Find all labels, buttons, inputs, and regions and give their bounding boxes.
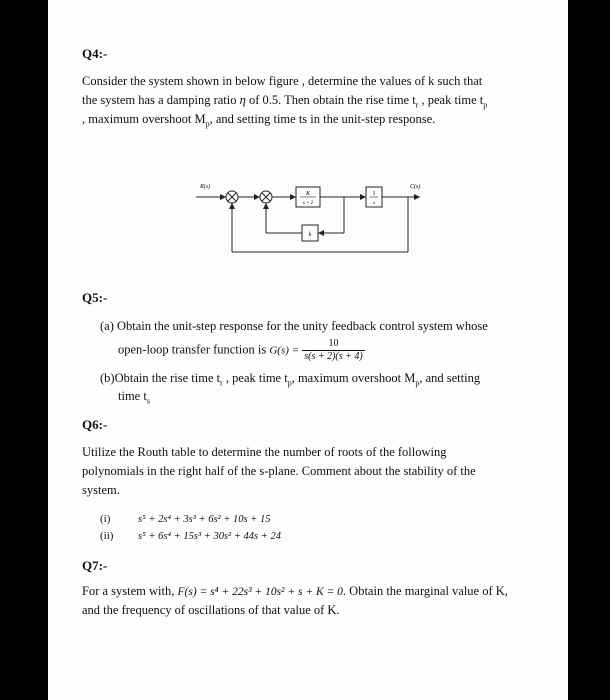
block-diagram (48, 0, 568, 270)
document-page (48, 0, 568, 700)
q6-line-2: polynomials in the right half of the s-plane. Comment about the stability of the (82, 464, 476, 478)
q7-heading: Q7:- (82, 558, 108, 573)
block2-denominator: s (373, 201, 375, 206)
block1-denominator: s + 2 (302, 201, 314, 206)
q6-item-1-polynomial: s⁵ + 2s⁴ + 3s³ + 6s² + 10s + 15 (138, 514, 271, 525)
q5-b-line-2: time $t_s$ (118, 389, 150, 406)
q6-heading: Q6:- (82, 417, 108, 432)
q6-line-3: system. (82, 483, 120, 497)
arrow-head (360, 194, 366, 200)
q5-heading: Q5:- (82, 290, 108, 305)
arrow-head (414, 194, 420, 200)
block2-numerator: 1 (372, 191, 376, 197)
arrow-head (318, 230, 324, 236)
q4-line-1: Consider the system shown in below figure , determine the values of k such that (82, 74, 483, 88)
q6-item-2-label: (ii) (100, 530, 114, 542)
q5-a-line-2: open-loop transfer function is G(s) = $\frac{10}{s(s + 2)(s + 4)}$ (118, 338, 363, 362)
block1-numerator: K (305, 191, 311, 197)
output-label: C(s) (410, 184, 421, 190)
q7-line-2: and the frequency of oscillations of that value of K. (82, 603, 340, 617)
arrow-head (229, 203, 235, 209)
transfer-function: $\frac{10}{s(s + 2)(s + 4)}$ (304, 338, 363, 362)
feedback-label: k (308, 232, 312, 238)
q4-line-2: the system has a damping ratio η of 0.5. Then obtain the rise time $t_r$ , peak time $t_p$ (82, 93, 488, 110)
q7-line-1: For a system with, F(s) = s⁴ + 22s³ + 10s² + s + K = 0. Obtain the marginal value of K, (82, 584, 508, 598)
q4-heading: Q4:- (82, 46, 108, 61)
arrow-head (263, 203, 269, 209)
q6-item-2-polynomial: s⁵ + 6s⁴ + 15s³ + 30s² + 44s + 24 (138, 531, 281, 542)
q5-b-line-1: (b)Obtain the rise time $t_r$ , peak time $t_p$, maximum overshoot $M_p$, and setting (100, 371, 481, 388)
q4-line-3: , maximum overshoot $M_p$, and setting time ts in the unit-step response. (82, 112, 436, 129)
q6-item-1-label: (i) (100, 513, 111, 525)
arrow-head (290, 194, 296, 200)
arrow-head (254, 194, 260, 200)
q6-line-1: Utilize the Routh table to determine the number of roots of the following (82, 445, 447, 459)
arrow-head (220, 194, 226, 200)
input-label: R(s) (200, 184, 210, 190)
q5-a-line-1: (a) Obtain the unit-step response for the unity feedback control system whose (100, 319, 488, 333)
